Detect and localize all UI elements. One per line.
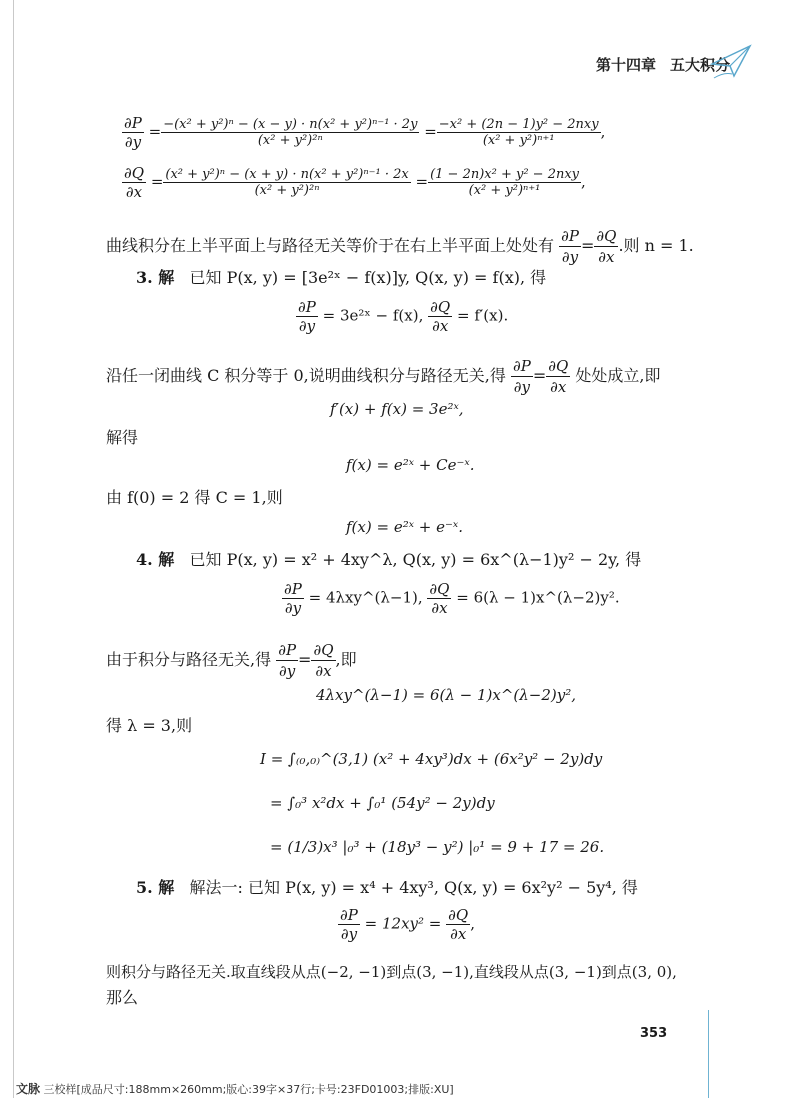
solution-5-partials: $\frac{\partial P}{\partial y}$ = 12xy² = $\frac{\partial Q}{\partial x}$ ,	[340, 906, 475, 943]
footer-info: 三校样[成品尺寸:188mm×260mm;版心:39字×37行;卡号:23FD01003;排版:XU]	[43, 1083, 454, 1096]
solution-5-intro: 5. 解 解法一: 已知 P(x, y) = x⁴ + 4xy³, Q(x, y) = 6x²y² − 5y⁴, 得	[136, 878, 638, 897]
chapter-label: 第十四章	[596, 56, 657, 74]
text-line-4: 由于积分与路径无关,得 $\frac{\partial P}{\partial y}$ = $\frac{\partial Q}{\partial x}$ ,即	[106, 641, 357, 680]
equation-ode: f′(x) + f(x) = 3e²ˣ,	[330, 400, 464, 418]
equation-lambda: 4λxy^(λ−1) = 6(λ − 1)x^(λ−2)y²,	[316, 686, 576, 704]
footer-brand: 文脉	[16, 1082, 41, 1096]
solution-3-intro: 3. 解 已知 P(x, y) = [3e²ˣ − f(x)]y, Q(x, y) = f(x), 得	[136, 268, 547, 287]
page-number: 353	[640, 1026, 668, 1041]
integral-line-1: I = ∫₍₀,₀₎^(3,1) (x² + 4xy³)dx + (6x²y² − 2y)dy	[260, 750, 603, 768]
proof-footer	[16, 1080, 454, 1097]
page-frame-right	[708, 1010, 709, 1098]
equation-general-solution: f(x) = e²ˣ + Ce⁻ˣ.	[346, 456, 475, 474]
equation-final-f: f(x) = e²ˣ + e⁻ˣ.	[346, 518, 464, 536]
solution-4-intro: 4. 解 已知 P(x, y) = x² + 4xy^λ, Q(x, y) = 6x^(λ−1)y² − 2y, 得	[136, 550, 642, 569]
paper-plane-icon	[710, 42, 754, 82]
page-frame-left	[13, 0, 14, 1098]
equation-dp-dy: $\frac{\partial P}{\partial y}$ = $\frac{\text{−(x² + y²)ⁿ − (x − y) · n(x² + y²)ⁿ⁻¹ · 2y}}{\text{(x² + y²)²ⁿ}}$ = $\frac{\text{−x² + (2n − 1)y² − 2nxy}}{\text{(x² + y²)ⁿ⁺¹}}$ ,	[124, 114, 606, 151]
text-line-5: 得 λ = 3,则	[106, 716, 193, 735]
text-line-1: 曲线积分在上半平面上与路径无关等价于在右上半平面上处处有 $\frac{\partial P}{\partial y}$ = $\frac{\partial Q}{\partial x}$ .则 n = 1.	[106, 227, 694, 266]
solution-3-partials: $\frac{\partial P}{\partial y}$ = 3e²ˣ − f(x), $\frac{\partial Q}{\partial x}$ = f′(x).	[298, 298, 509, 335]
solution-4-partials: $\frac{\partial P}{\partial y}$ = 4λxy^(λ−1), $\frac{\partial Q}{\partial x}$ = 6(λ − 1)x^(λ−2)y².	[284, 580, 620, 617]
integral-line-3: = (1/3)x³ |₀³ + (18y³ − y²) |₀¹ = 9 + 17 = 26.	[270, 838, 605, 856]
text-line-7: 那么	[106, 988, 139, 1007]
equation-dq-dx: $\frac{\partial Q}{\partial x}$ = $\frac{\text{(x² + y²)ⁿ − (x + y) · n(x² + y²)ⁿ⁻¹ · 2x}}{\text{(x² + y²)²ⁿ}}$ = $\frac{\text{(1 − 2n)x² + y² − 2nxy}}{\text{(x² + y²)ⁿ⁺¹}}$ ,	[124, 164, 586, 201]
integral-line-2: = ∫₀³ x²dx + ∫₀¹ (54y² − 2y)dy	[270, 794, 495, 812]
text-jiede: 解得	[106, 428, 139, 447]
text-line-3: 由 f(0) = 2 得 C = 1,则	[106, 488, 283, 507]
text-line-2: 沿任一闭曲线 C 积分等于 0,说明曲线积分与路径无关,得 $\frac{\partial P}{\partial y}$ = $\frac{\partial Q}{\partial x}$ 处处成立,即	[106, 357, 661, 396]
chapter-title: 五大积分	[670, 56, 731, 74]
text-line-6: 则积分与路径无关.取直线段从点(−2, −1)到点(3, −1),直线段从点(3, −1)到点(3, 0),	[106, 963, 677, 981]
